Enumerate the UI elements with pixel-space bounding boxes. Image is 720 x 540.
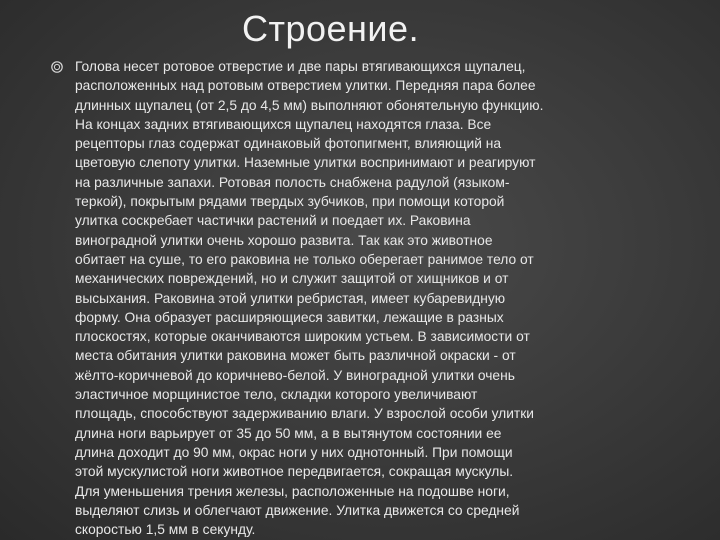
body-line: обитает на суше, то его раковина не только оберегает ранимое тело от <box>75 251 534 267</box>
body-line: Голова несет ротовое отверстие и две пары втягивающихся щупалец, <box>75 59 526 74</box>
body-line: выделяют слизь и облегчают движение. Улитка движется со средней <box>75 502 520 518</box>
body-line: длина доходит до 90 мм, окрас ноги у них однотонный. При помощи <box>75 444 513 460</box>
body-line: расположенных над ротовым отверстием улитки. Передняя пара более <box>75 78 536 94</box>
body-line: На концах задних втягивающихся щупалец находятся глаза. Все <box>75 116 492 132</box>
body-line: длина ноги варьирует от 35 до 50 мм, а в вытянутом состоянии ее <box>75 425 502 441</box>
body-line: высыхания. Раковина этой улитки ребристая, имеет кубаревидную <box>75 290 506 306</box>
body-line: площадь, способствуют задерживанию влаги. У взрослой особи улитки <box>75 406 534 422</box>
body-line: плоскостях, которые оканчиваются широким устьем. В зависимости от <box>75 329 530 345</box>
body-line: этой мускулистой ноги животное передвигается, сокращая мускулы. <box>75 464 514 480</box>
body-line: улитка соскребает частички растений и поедает их. Раковина <box>75 213 471 229</box>
body-line: эластичное морщинистое тело, складки которого увеличивают <box>75 387 478 403</box>
slide-body-text <box>75 57 635 539</box>
body-line: длинных щупалец (от 2,5 до 4,5 мм) выполняют обонятельную функцию. <box>75 97 544 113</box>
slide-title: Строение. <box>242 8 420 49</box>
body-line: теркой), покрытым рядами твердых зубчиков, при помощи которой <box>75 194 505 210</box>
body-line: рецепторы глаз содержат одинаковый фотопигмент, влияющий на <box>75 136 502 152</box>
body-line: жёлто-коричневой до коричнево-белой. У виноградной улитки очень <box>75 367 515 383</box>
body-line: форму. Она образует расширяющиеся завитки, лежащие в разных <box>75 309 504 325</box>
body-line: виноградной улитки очень хорошо развита. Так как это животное <box>75 232 493 248</box>
body-line: механических повреждений, но и служит защитой от хищников и от <box>75 271 509 287</box>
body-line: места обитания улитки раковина может быть различной окраски - от <box>75 348 516 364</box>
body-line: цветовую слепоту улитки. Наземные улитки воспринимают и реагируют <box>75 155 536 171</box>
body-line: Для уменьшения трения железы, расположенные на подошве ноги, <box>75 483 510 499</box>
body-line: на различные запахи. Ротовая полость снабжена радулой (языком- <box>75 174 510 190</box>
ring-bullet-icon <box>50 60 64 74</box>
body-line: скоростью 1,5 мм в секунду. <box>75 522 256 538</box>
